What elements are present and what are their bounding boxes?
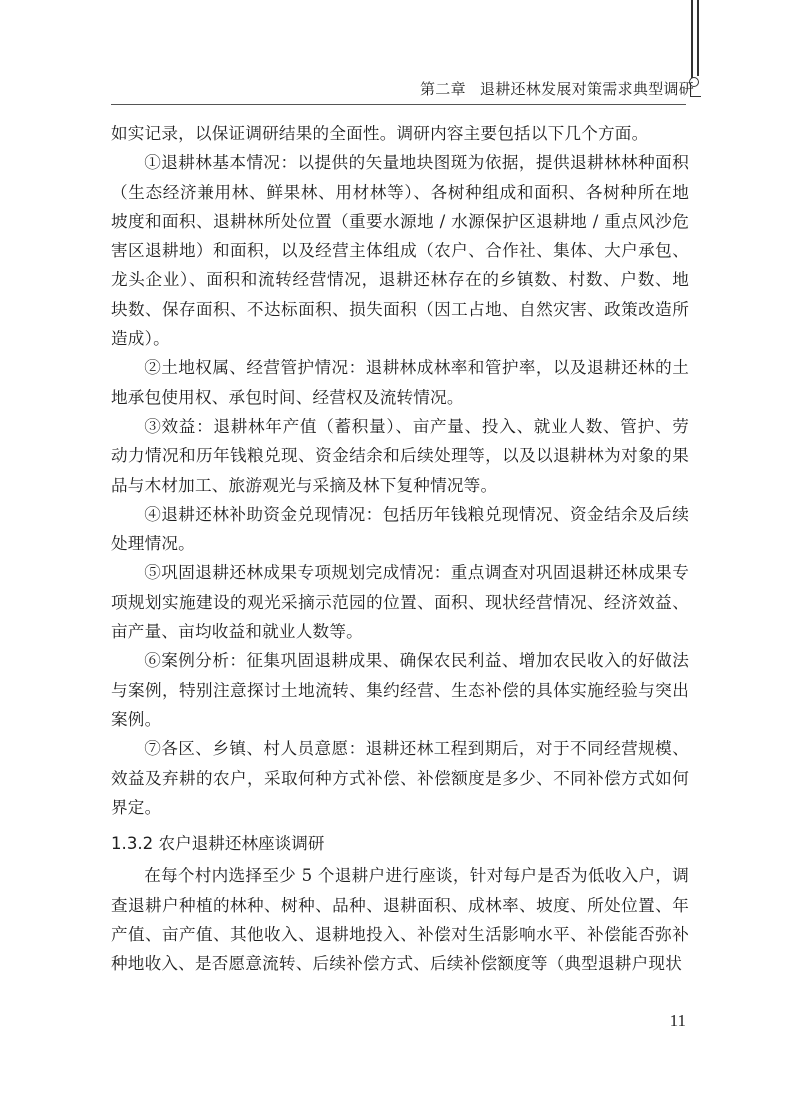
list-item-5: ⑤巩固退耕还林成果专项规划完成情况：重点调查对巩固退耕还林成果专项规划实施建设的观光采摘示范园的位置、面积、现状经营情况、经济效益、亩产量、亩均收益和就业人数等。	[111, 563, 689, 642]
list-item-1: ①退耕林基本情况：以提供的矢量地块图斑为依据，提供退耕林林种面积（生态经济兼用林、鲜果林、用材林等）、各树种组成和面积、各树种所在地坡度和面积、退耕林所处位置（重要水源地 / 水源保护区退耕地 / 重点风沙危害区退耕地）和面积，以及经营主体组成（农户、合作社、集体、大户承包、龙头企业）、面积和流转经营情况，退耕还林存在的乡镇数、村数、户数、地块数、保存面积、不达标面积、损失面积（因工占地、自然灾害、政策改造所造成）。	[111, 153, 689, 349]
list-item-3: ③效益：退耕林年产值（蓄积量）、亩产量、投入、就业人数、管护、劳动力情况和历年钱粮兑现、资金结余和后续处理等，以及以退耕林为对象的果品与木材加工、旅游观光与采摘及林下复种情况等。	[111, 416, 689, 495]
header-ornament-line-inner	[697, 0, 699, 76]
list-item-6: ⑥案例分析：征集巩固退耕成果、确保农民利益、增加农民收入的好做法与案例，特别注意探讨土地流转、集约经营、生态补偿的具体实施经验与突出案例。	[111, 651, 689, 729]
list-item-2: ②土地权属、经营管护情况：退耕林成林率和管护率，以及退耕还林的土地承包使用权、承包时间、经营权及流转情况。	[111, 358, 689, 407]
chapter-title: 退耕还林发展对策需求典型调研	[479, 80, 695, 98]
page-body	[111, 119, 689, 979]
header-rule	[111, 104, 686, 105]
list-item-7: ⑦各区、乡镇、村人员意愿：退耕还林工程到期后，对于不同经营规模、效益及弃耕的农户，采取何种方式补偿、补偿额度是多少、不同补偿方式如何界定。	[111, 739, 689, 817]
section-heading: 1.3.2 农户退耕还林座谈调研	[111, 834, 325, 854]
intro-paragraph: 如实记录，以保证调研结果的全面性。调研内容主要包括以下几个方面。	[111, 124, 649, 143]
chapter-label: 第二章	[420, 80, 466, 98]
running-header	[420, 78, 695, 99]
page-number: 11	[669, 1011, 686, 1030]
header-ornament-line	[691, 0, 693, 82]
section-paragraph: 在每个村内选择至少 5 个退耕户进行座谈，针对每户是否为低收入户，调查退耕户种植的林种、树种、品种、退耕面积、成林率、坡度、所处位置、年产值、亩产值、其他收入、退耕地投入、补偿对生活影响水平、补偿能否弥补种地收入、是否愿意流转、后续补偿方式、后续补偿额度等（典型退耕户现状	[111, 866, 689, 974]
list-item-4: ④退耕还林补助资金兑现情况：包括历年钱粮兑现情况、资金结余及后续处理情况。	[111, 504, 689, 554]
